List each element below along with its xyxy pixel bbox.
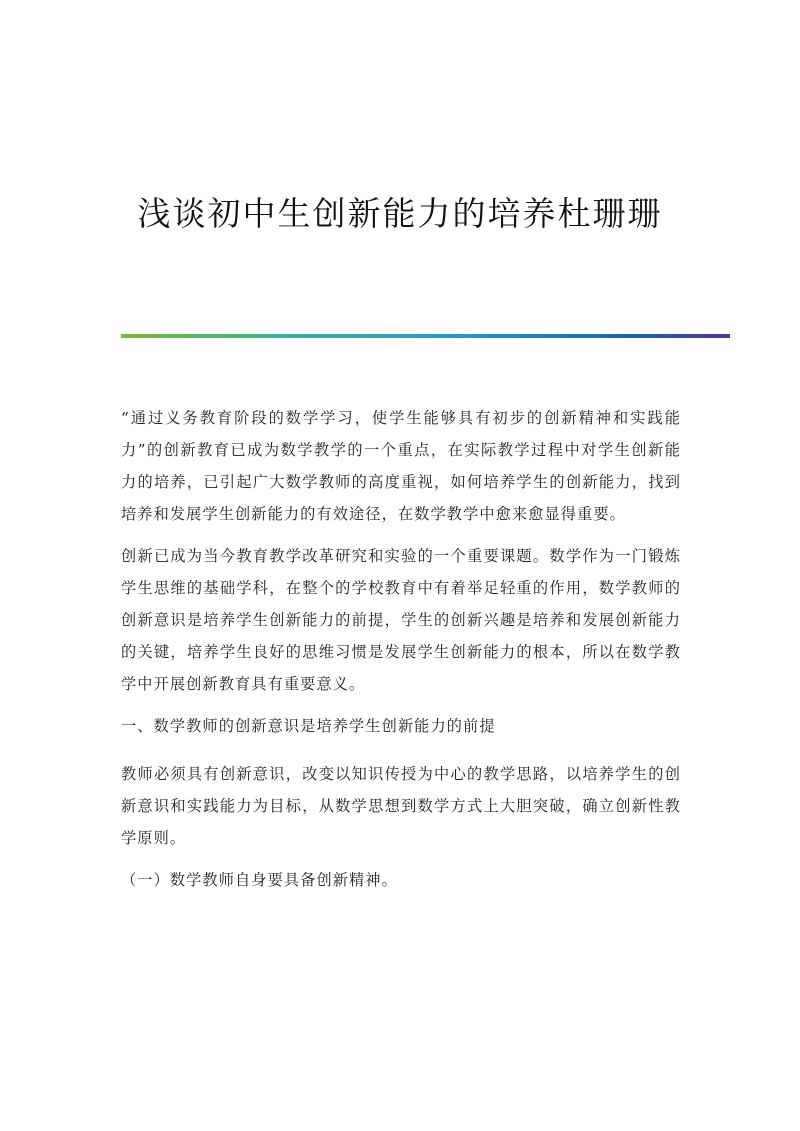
paragraph-significance: 创新已成为当今教育教学改革研究和实验的一个重要课题。数学作为一门锻炼学生思维的基础学科，在整个的学校教育中有着举足轻重的作用，数学教师的创新意识是培养学生创新能力的前提，学生的创新兴趣是培养和发展创新能力的关键，培养学生良好的思维习惯是发展学生创新能力的根本，所以在数学教学中开展创新教育具有重要意义。 <box>121 547 681 693</box>
section-paragraph: 教师必须具有创新意识，改变以知识传授为中心的教学思路，以培养学生的创新意识和实践能力为目标，从数学思想到数学方式上大胆突破，确立创新性教学原则。 <box>121 765 681 847</box>
paragraph-intro: “通过义务教育阶段的数学学习，使学生能够具有初步的创新精神和实践能力”的创新教育已成为数学教学的一个重点，在实际教学过程中对学生创新能力的培养，已引起广大数学教师的高度重视，如何培养学生的创新能力，找到培养和发展学生创新能力的有效途径，在数学教学中愈来愈显得重要。 <box>121 409 681 523</box>
document-title: 浅谈初中生创新能力的培养杜珊珊 <box>137 194 663 233</box>
section-heading: 一、数学教师的创新意识是培养学生创新能力的前提 <box>121 717 496 735</box>
document-body <box>121 402 681 896</box>
title-divider <box>121 334 730 338</box>
subsection-heading: （一）数学教师自身要具备创新精神。 <box>121 871 398 889</box>
